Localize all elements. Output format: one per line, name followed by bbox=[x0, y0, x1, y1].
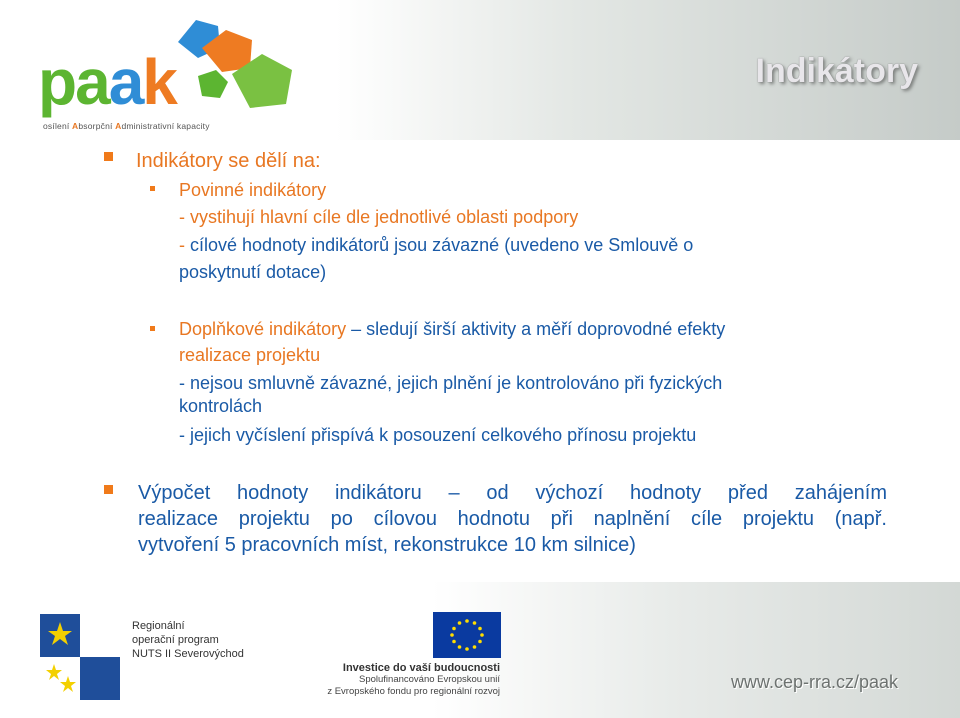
rop-logo-stars-icon bbox=[40, 614, 120, 700]
sub-bullet-icon bbox=[150, 186, 155, 191]
section2-line: Výpočet hodnoty indikátoru – od výchozí hodnoty před zahájením bbox=[138, 482, 887, 504]
website-link[interactable]: www.cep-rra.cz/paak bbox=[730, 672, 898, 692]
item-label-povinne: Povinné indikátory bbox=[179, 180, 327, 200]
paak-logo bbox=[30, 12, 300, 137]
sub-bullet-icon bbox=[150, 326, 155, 331]
item-line: poskytnutí dotace) bbox=[179, 262, 327, 282]
logo-text: paak bbox=[38, 46, 176, 118]
logo-tagline: osílení Absorpční Administrativní kapacity bbox=[43, 121, 210, 131]
item-line: - vystihují hlavní cíle dle jednotlivé oblasti podpory bbox=[179, 207, 579, 227]
rop-text: Regionální operační program NUTS II Severovýchod bbox=[132, 620, 244, 660]
item-line: - nejsou smluvně závazné, jejich plnění je kontrolováno při fyzických bbox=[179, 373, 723, 393]
section2-line: vytvoření 5 pracovních míst, rekonstrukce 10 km silnice) bbox=[138, 534, 636, 556]
eu-flag-icon bbox=[433, 612, 501, 658]
bullet-square-icon bbox=[104, 485, 113, 494]
logo-pentagon-green-small bbox=[198, 70, 228, 98]
item-label-doplnkove: Doplňkové indikátory – sledují širší aktivity a měří doprovodné efekty bbox=[179, 319, 726, 339]
item-line: - cílové hodnoty indikátorů jsou závazné (uvedeno ve Smlouvě o bbox=[179, 235, 694, 255]
section2-line: realizace projektu po cílovou hodnotu při naplnění cíle projektu (např. bbox=[138, 508, 887, 530]
item-line: realizace projektu bbox=[179, 345, 321, 365]
section-heading: Indikátory se dělí na: bbox=[136, 150, 321, 172]
slide-title: Indikátory bbox=[755, 52, 918, 90]
eu-text: Investice do vaší budoucnosti Spolufinancováno Evropskou unií z Evropského fondu pro regionální rozvoj bbox=[327, 662, 500, 697]
bullet-square-icon bbox=[104, 152, 113, 161]
item-line: kontrolách bbox=[179, 396, 263, 416]
item-line: - jejich vyčíslení přispívá k posouzení celkového přínosu projektu bbox=[179, 425, 697, 445]
